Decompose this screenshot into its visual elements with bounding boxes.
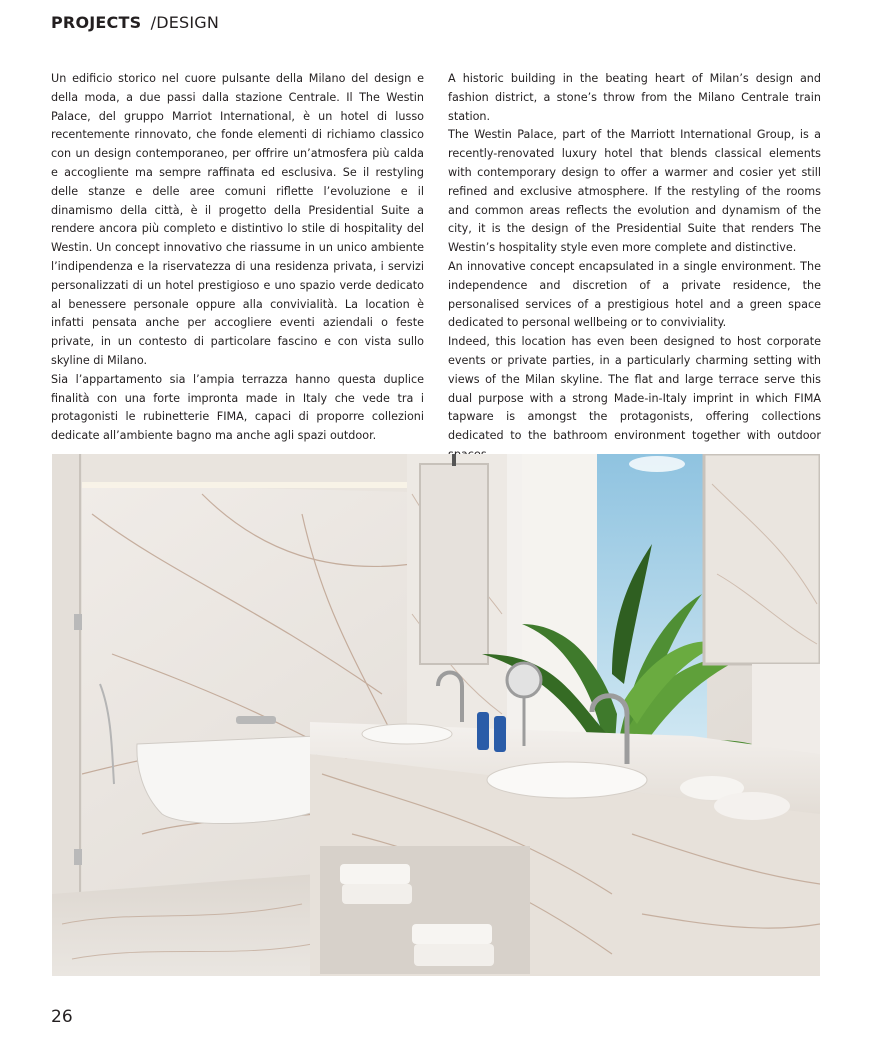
bathroom-photo — [52, 454, 820, 976]
english-paragraph: An innovative concept encapsulated in a single environment. The independence and discretion of a private residence, the personalised services of a prestigious hotel and a green space dedicated to personal wellbeing or to conviviality. — [448, 259, 821, 330]
english-paragraph: Indeed, this location has even been designed to host corporate events or private parties, in a particularly charming setting with views of the Milan skyline. The flat and large terrace serve this dual purpose with a strong Made-in-Italy imprint in which FIMA tapware is amongst the protagonists, offering collections dedicated to the bathroom environment together with outdoor — [448, 335, 821, 443]
italian-text-column — [51, 70, 424, 446]
italian-paragraph: Un edificio storico nel cuore pulsante della Milano del design e della moda, a due passi dalla stazione Centrale. Il The Westin Palace, del gruppo Marriot International, è un hotel di lusso recentemente rinnovato, che fonde elementi di richiamo classico con un design contemporaneo, per offrire un’atmosfera più calda e accogliente ma sempre raffinata ed esclusiva. Se il restyling delle stanze e delle aree comuni riflette l’evoluzione e il dinamismo della città, è il progetto della Presidential Suite a rendere ancora più completo e distintivo lo stile di hospitality del Westin. Un concept innovativo che riassume in un unico ambiente l’indipendenza e la riservatezza di una residenza privata, i servizi personalizzati di un hotel prestigioso e uno spazio verde dedicato al benessere personale oppure alla convivialità. La location è infatti pensata anche per accogliere eventi aziendali o feste private, in un contesto di particolare fascino e con vista sullo skyline di Milano. — [51, 72, 424, 367]
english-paragraph: A historic building in the beating heart of Milan’s design and fashion district, a stone’s throw from the Milano Centrale train station. — [448, 72, 821, 123]
section-separator: / — [150, 13, 157, 32]
english-text-column — [448, 70, 821, 465]
subsection-title: DESIGN — [156, 13, 220, 32]
section-title: PROJECTS — [51, 13, 142, 32]
italian-paragraph: Sia l’appartamento sia l’ampia terrazza hanno questa duplice finalità con una forte impronta made in Italy che vede tra i protagonisti le rubinetterie FIMA, capaci di proporre collezioni dedicate all’ambiente bagno ma anche agli spazi outdoor. — [51, 372, 424, 443]
page-number: 26 — [51, 1007, 73, 1027]
section-header — [51, 13, 219, 32]
english-paragraph: The Westin Palace, part of the Marriott International Group, is a recently-renovated luxury hotel that blends classical elements with contemporary design to offer a warmer and cosier yet still refined and exclusive atmosphere. If the restyling of the rooms and common areas reflects the evolution and dynamism of the city, it is the design of the Presidential Suite that renders The Westin’s hospitality style even more complete and distinctive. — [448, 128, 821, 255]
